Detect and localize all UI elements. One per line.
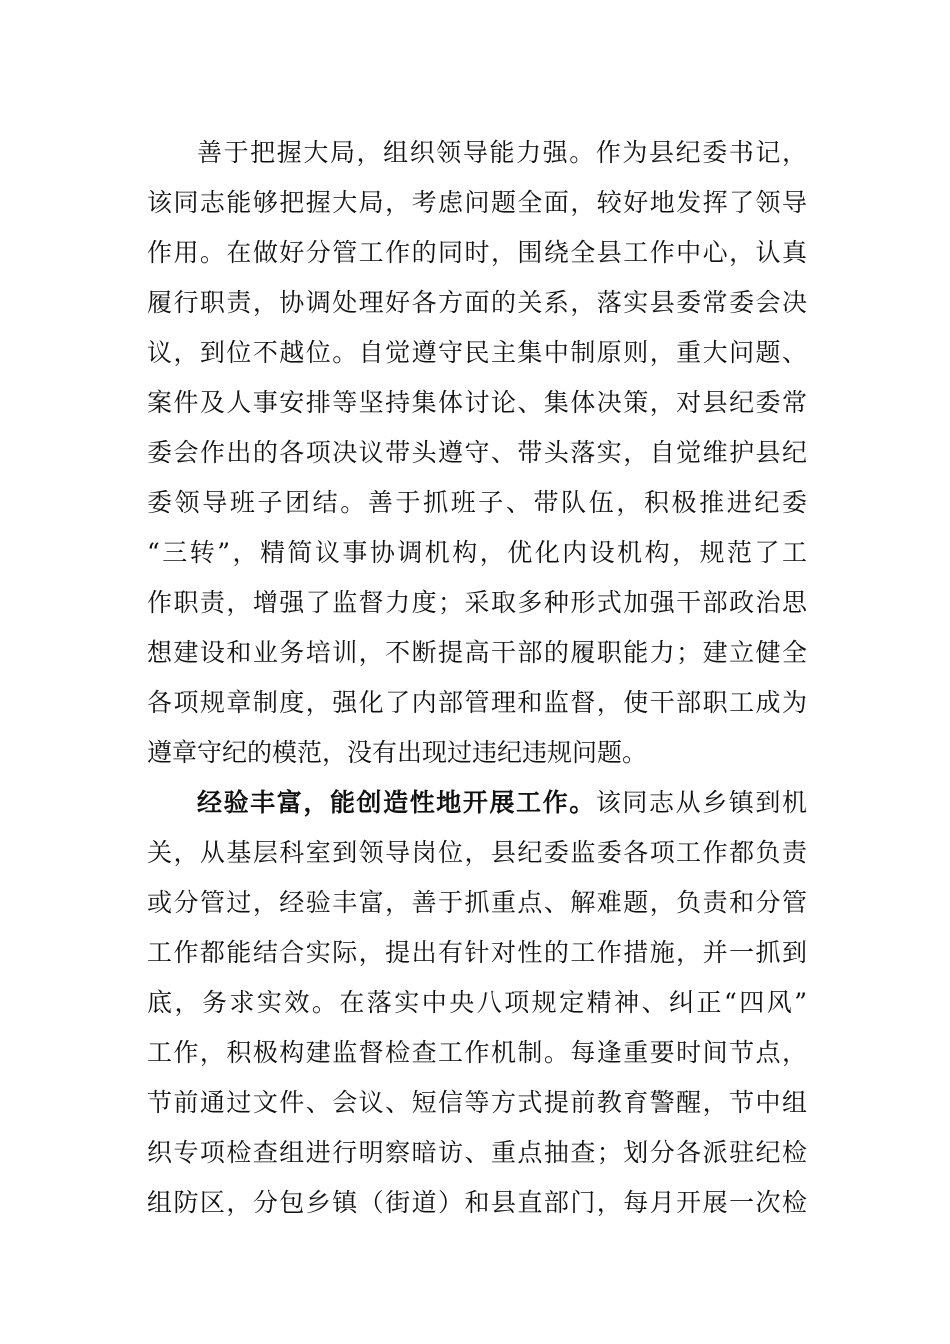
- paragraph1-lead: 善于把握大局，组织领导能力强。: [197, 138, 596, 167]
- paragraph1-line-4: 履行职责，协调处理好各方面的关系，落实县委常委会决: [147, 288, 807, 317]
- paragraph1-line-11: 想建设和业务培训，不断提高干部的履职能力；建立健全: [147, 638, 807, 667]
- paragraph1-line-1: [147, 128, 807, 178]
- paragraph2-line-1-text: 该同志从乡镇到机: [595, 788, 807, 817]
- paragraph2-line-3: 或分管过，经验丰富，善于抓重点、解难题，负责和分管: [147, 888, 807, 917]
- paragraph2-line-6: 工作，积极构建监督检查工作机制。每逢重要时间节点，: [147, 1038, 807, 1067]
- document-body: [147, 128, 807, 1228]
- paragraph2-line-4: 工作都能结合实际，提出有针对性的工作措施，并一抓到: [147, 938, 807, 967]
- paragraph2-line-2: 关，从基层科室到领导岗位，县纪委监委各项工作都负责: [147, 838, 807, 867]
- paragraph1-line-1-text: 作为县纪委书记，: [595, 138, 807, 167]
- paragraph1-line-12: 各项规章制度，强化了内部管理和监督，使干部职工成为: [147, 688, 807, 717]
- paragraph2-line-9: 组防区，分包乡镇（街道）和县直部门，每月开展一次检: [147, 1188, 807, 1217]
- paragraph1-line-8: 委领导班子团结。善于抓班子、带队伍，积极推进纪委: [147, 488, 807, 517]
- paragraph1-line-10: 作职责，增强了监督力度；采取多种形式加强干部政治思: [147, 588, 807, 617]
- paragraph1-line-13: 遵章守纪的模范，没有出现过违纪违规问题。: [147, 738, 648, 767]
- paragraph1-line-3: 作用。在做好分管工作的同时，围绕全县工作中心，认真: [147, 238, 807, 267]
- paragraph2-line-1: [147, 778, 807, 828]
- paragraph1-line-2: 该同志能够把握大局，考虑问题全面，较好地发挥了领导: [147, 188, 807, 217]
- paragraph1-line-5: 议，到位不越位。自觉遵守民主集中制原则，重大问题、: [147, 338, 807, 367]
- paragraph2-lead: 经验丰富，能创造性地开展工作。: [197, 788, 596, 817]
- paragraph2-line-7: 节前通过文件、会议、短信等方式提前教育警醒，节中组: [147, 1088, 807, 1117]
- paragraph1-line-9: “三转”，精简议事协调机构，优化内设机构，规范了工: [147, 538, 807, 567]
- paragraph1-line-6: 案件及人事安排等坚持集体讨论、集体决策，对县纪委常: [147, 388, 807, 417]
- paragraph2-line-5: 底，务求实效。在落实中央八项规定精神、纠正“四风”: [147, 988, 807, 1017]
- paragraph2-line-8: 织专项检查组进行明察暗访、重点抽查；划分各派驻纪检: [147, 1138, 807, 1167]
- paragraph1-line-7: 委会作出的各项决议带头遵守、带头落实，自觉维护县纪: [147, 438, 807, 467]
